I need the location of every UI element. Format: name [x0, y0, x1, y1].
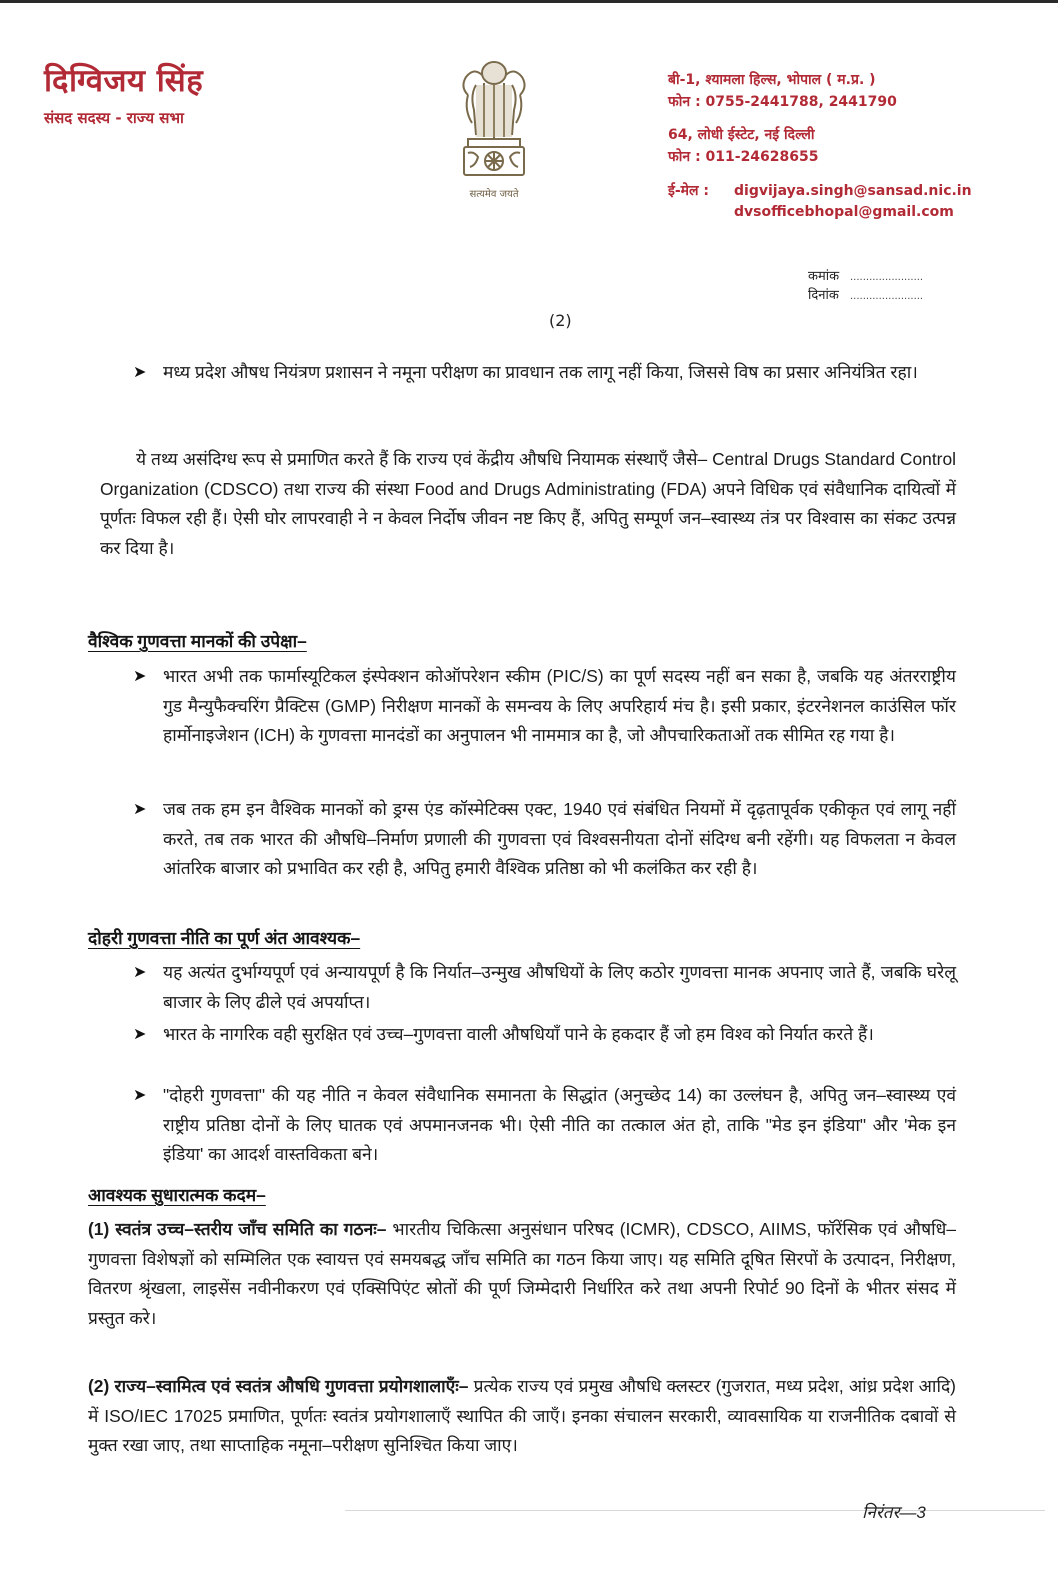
- dual-bullet-3: [133, 1081, 956, 1170]
- email-office[interactable]: dvsofficebhopal@gmail.com: [734, 204, 954, 221]
- bullet-text: भारत अभी तक फार्मास्यूटिकल इंस्पेक्शन कोऑपरेशन स्कीम (PIC/S) का पूर्ण सदस्य नहीं बन सका है, जबकि यह अंतरराष्ट्रीय गुड मैन्युफैक्चरिंग प्रैक्टिस (GMP) निरीक्षण मानकों के समन्वय के लिए अपरिहार्य मंच है। इसी प्रकार, इंटरनेशनल काउंसिल फॉर हार्मोनाइजेशन (ICH) के गुणवत्ता मानदंडों का अनुपालन भी नाममात्र का है, जो औपचारिकताओं तक सीमित रह गया है।: [163, 666, 956, 745]
- intro-bullet: [133, 358, 956, 388]
- bullet-text: "दोहरी गुणवत्ता" की यह नीति न केवल संवैधानिक समानता के सिद्धांत (अनुच्छेद 14) का उल्लंघन है, अपितु जन–स्वास्थ्य एवं राष्ट्रीय प्रतिष्ठा दोनों के लिए घातक एवं अपमानजनक भी। ऐसी नीति का तत्काल अंत हो, ताकि "मेड इन इंडिया" और 'मेक इन इंडिया' का आदर्श वास्तविकता बने।: [163, 1085, 956, 1164]
- arrowhead-bullet-icon: ➤: [133, 668, 147, 685]
- arrowhead-bullet-icon: ➤: [133, 964, 147, 981]
- national-emblem: [446, 55, 542, 205]
- bullet-text: भारत के नागरिक वही सुरक्षित एवं उच्च–गुणवत्ता वाली औषधियाँ पाने के हकदार हैं जो हम विश्व को निर्यात करते हैं।: [163, 1024, 874, 1044]
- intro-paragraph: ये तथ्य असंदिग्ध रूप से प्रमाणित करते हैं कि राज्य एवं केंद्रीय औषधि नियामक संस्थाएँ जैसे– Central Drugs Standard Control Organization (CDSCO) तथा राज्य की संस्था Food and Drugs Administrating (FDA) अपने विधिक एवं संवैधानिक दायित्वों में पूर्णतः विफल रही हैं। ऐसी घोर लापरवाही ने न केवल निर्दोष जीवन नष्ट किए हैं, अपितु सम्पूर्ण जन–स्वास्थ्य तंत्र पर विश्वास का संकट उत्पन्न कर दिया है।: [100, 449, 956, 558]
- footer-divider: [345, 1510, 1045, 1511]
- arrowhead-bullet-icon: ➤: [133, 1087, 147, 1104]
- reference-number-row: [808, 268, 923, 287]
- emblem-motto: सत्यमेव जयते: [469, 189, 519, 200]
- reference-block: [808, 268, 923, 306]
- email-official[interactable]: digvijaya.singh@sansad.nic.in: [734, 182, 972, 199]
- reference-date-label: दिनांक: [808, 287, 839, 303]
- section-heading-corrective-steps: आवश्यक सुधारात्मक कदम–: [88, 1185, 266, 1205]
- step-2-text: प्रत्येक राज्य एवं प्रमुख औषधि क्लस्टर (गुजरात, मध्य प्रदेश, आंध्र प्रदेश आदि) में ISO/IEC 17025 प्रमाणित, पूर्णतः स्वतंत्र प्रयोगशालाएँ स्थापित की जाएँ। इनका संचालन सरकारी, व्यावसायिक या राजनीतिक दबावों से मुक्त रखा जाए, तथा साप्ताहिक नमूना–परीक्षण सुनिश्चित किया जाए।: [88, 1376, 956, 1455]
- step-1-text: भारतीय चिकित्सा अनुसंधान परिषद (ICMR), CDSCO, AIIMS, फॉरेंसिक एवं औषधि–गुणवत्ता विशेषज्ञों को सम्मिलित एक स्वायत्त एवं समयबद्ध जाँच समिति का गठन किया जाए। यह समिति दूषित सिरपों के उत्पादन, निरीक्षण, वितरण श्रृंखला, लाइसेंस नवीनीकरण एवं एक्सिपिएंट स्रोतों की पूर्ण जिम्मेदारी निर्धारित करे तथा अपनी रिपोर्ट 90 दिनों के भीतर संसद में प्रस्तुत करे।: [88, 1219, 956, 1328]
- top-edge-strip: [0, 0, 1058, 3]
- global-bullet-1: [133, 662, 956, 751]
- phone-delhi: फोन : 011-24628655: [668, 149, 819, 166]
- step-1-title: (1) स्वतंत्र उच्च–स्तरीय जाँच समिति का गठनः–: [88, 1219, 387, 1239]
- page-number: (2): [549, 311, 572, 330]
- letterhead-contacts: [668, 70, 972, 224]
- reference-date-row: [808, 287, 923, 306]
- reference-date-blank: .......................: [850, 290, 924, 302]
- step-2: [88, 1372, 956, 1461]
- email-block: [668, 181, 972, 224]
- continued-marker: निरंतर—3: [862, 1503, 926, 1522]
- arrowhead-bullet-icon: ➤: [133, 801, 147, 818]
- bullet-text: जब तक हम इन वैश्विक मानकों को ड्रग्स एंड कॉस्मेटिक्स एक्ट, 1940 एवं संबंधित नियमों में दृढ़तापूर्वक एकीकृत एवं लागू नहीं करते, तब तक भारत की औषधि–निर्माण प्रणाली की गुणवत्ता एवं विश्वसनीयता दोनों संदिग्ध बनी रहेंगी। यह विफलता न केवल आंतरिक बाजार को प्रभावित कर रही है, अपितु हमारी वैश्विक प्रतिष्ठा को भी कलंकित कर रही है।: [163, 799, 956, 878]
- dual-bullet-1: [133, 958, 956, 1017]
- reference-number-label: कमांक: [808, 269, 840, 284]
- letterhead-sender: [44, 64, 203, 128]
- address-bhopal: बी-1, श्यामला हिल्स, भोपाल ( म.प्र. ): [668, 72, 876, 88]
- arrowhead-bullet-icon: ➤: [133, 1026, 147, 1043]
- phone-bhopal: फोन : 0755-2441788, 2441790: [668, 93, 897, 110]
- section-heading-global-standards: वैश्विक गुणवत्ता मानकों की उपेक्षा–: [88, 631, 307, 651]
- bullet-text: यह अत्यंत दुर्भाग्यपूर्ण एवं अन्यायपूर्ण है कि निर्यात–उन्मुख औषधियों के लिए कठोर गुणवत्ता मानक अपनाए जाते हैं, जबकि घरेलू बाजार के लिए ढीले एवं अपर्याप्त।: [163, 962, 956, 1012]
- email-label: ई-मेल :: [668, 182, 710, 199]
- reference-number-blank: .......................: [850, 272, 924, 283]
- national-emblem-icon: [446, 55, 542, 185]
- arrowhead-bullet-icon: ➤: [133, 364, 147, 381]
- bullet-text: मध्य प्रदेश औषध नियंत्रण प्रशासन ने नमूना परीक्षण का प्रावधान तक लागू नहीं किया, जिससे विष का प्रसार अनियंत्रित रहा।: [163, 362, 918, 382]
- step-1: [88, 1215, 956, 1333]
- sender-designation: संसद सदस्य - राज्य सभा: [44, 109, 184, 128]
- address-delhi: 64, लोधी ईस्टेट, नई दिल्ली: [668, 127, 815, 144]
- sender-name: दिग्विजय सिंह: [44, 63, 204, 99]
- step-2-title: (2) राज्य–स्वामित्व एवं स्वतंत्र औषधि गुणवत्ता प्रयोगशालाएँः–: [88, 1376, 469, 1396]
- global-bullet-2: [133, 795, 956, 884]
- dual-bullet-2: [133, 1020, 956, 1050]
- section-heading-dual-quality: दोहरी गुणवत्ता नीति का पूर्ण अंत आवश्यक–: [88, 928, 361, 948]
